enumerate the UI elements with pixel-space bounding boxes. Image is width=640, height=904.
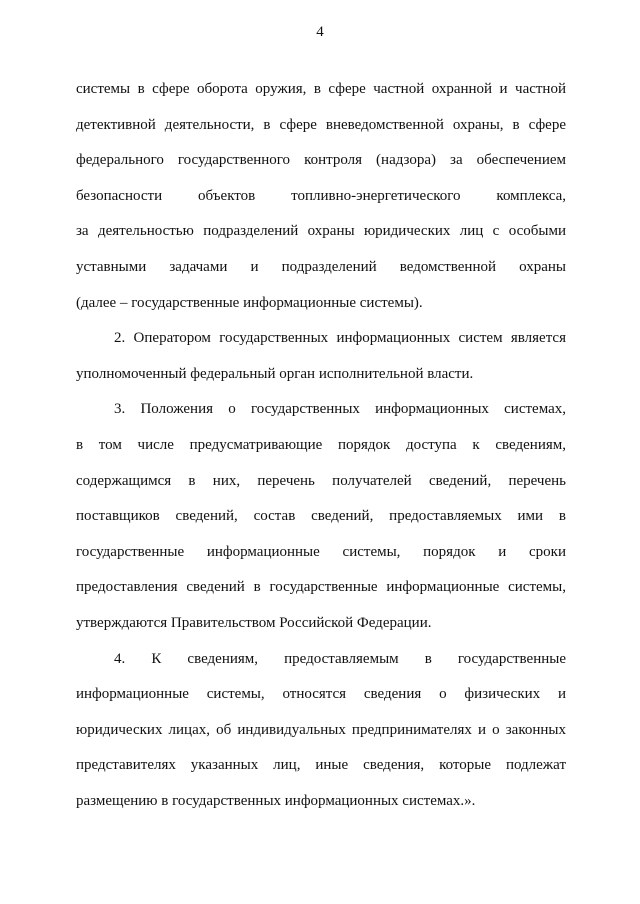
document-body bbox=[76, 72, 566, 819]
text-line: уполномоченный федеральный орган исполнительной власти. bbox=[76, 365, 474, 382]
text-line: системы в сфере оборота оружия, в сфере частной охранной и частной bbox=[76, 81, 566, 97]
text-line: размещению в государственных информационных системах.». bbox=[76, 792, 476, 809]
text-line: в том числе предусматривающие порядок доступа к сведениям, bbox=[76, 436, 566, 453]
text-line: 2. Оператором государственных информационных систем является bbox=[114, 330, 566, 347]
paragraph-3 bbox=[76, 392, 566, 641]
paragraph-4 bbox=[76, 642, 566, 820]
text-line: безопасности объектов топливно-энергетического комплекса, bbox=[76, 187, 566, 204]
text-line: государственные информационные системы, порядок и сроки bbox=[76, 543, 566, 560]
text-line: федерального государственного контроля (надзора) за обеспечением bbox=[76, 152, 566, 169]
text-line: поставщиков сведений, состав сведений, предоставляемых ими в bbox=[76, 508, 566, 525]
text-line: 4. К сведениям, предоставляемым в государственные bbox=[114, 650, 566, 667]
text-line: предоставления сведений в государственные информационные системы, bbox=[76, 579, 566, 596]
text-line: (далее – государственные информационные системы). bbox=[76, 294, 423, 311]
text-line: детективной деятельности, в сфере вневедомственной охраны, в сфере bbox=[76, 116, 566, 133]
text-line: за деятельностью подразделений охраны юридических лиц с особыми bbox=[76, 223, 566, 240]
paragraph-continuation bbox=[76, 72, 566, 321]
page-number: 4 bbox=[316, 24, 324, 40]
text-line: содержащимся в них, перечень получателей сведений, перечень bbox=[76, 472, 566, 489]
text-line: уставными задачами и подразделений ведомственной охраны bbox=[76, 258, 566, 275]
text-line: утверждаются Правительством Российской Федерации. bbox=[76, 614, 432, 631]
text-line: юридических лицах, об индивидуальных предпринимателях и о законных bbox=[76, 721, 566, 738]
text-line: информационные системы, относятся сведения о физических и bbox=[76, 686, 566, 703]
paragraph-2 bbox=[76, 321, 566, 392]
text-line: представителях указанных лиц, иные сведения, которые подлежат bbox=[76, 757, 566, 774]
text-line: 3. Положения о государственных информационных системах, bbox=[114, 401, 566, 418]
